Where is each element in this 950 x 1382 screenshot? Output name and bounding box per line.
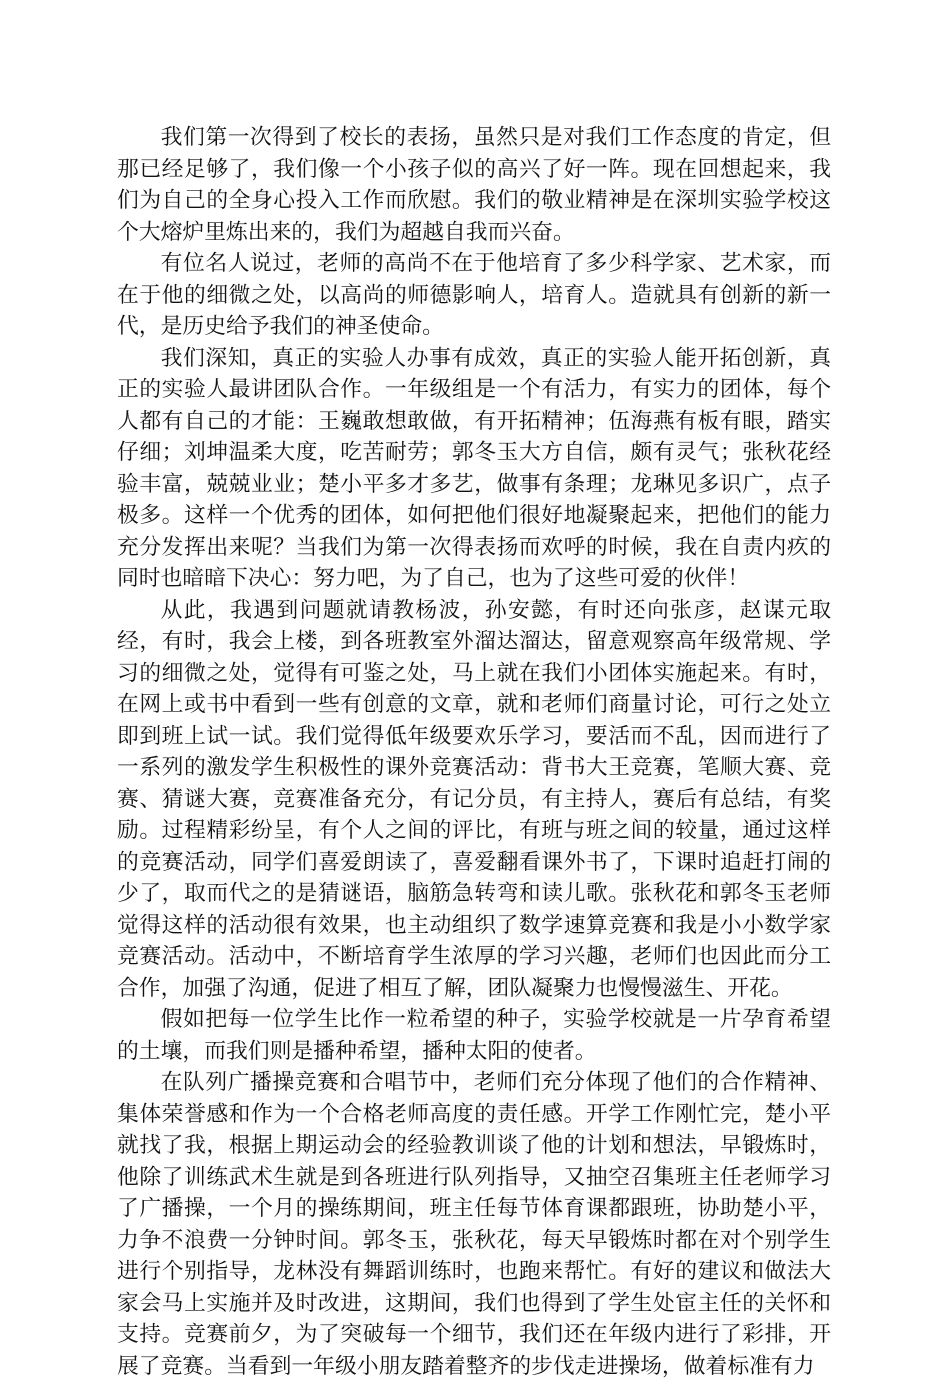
paragraph-4: 从此，我遇到问题就请教杨波，孙安懿，有时还向张彦，赵谋元取经，有时，我会上楼，到各班教室外溜达溜达，留意观察高年级常规、学习的细微之处，觉得有可鉴之处，马上就在我们小团体实施起来。有时，在网上或书中看到一些有创意的文章，就和老师们商量讨论，可行之处立即到班上试一试。我们觉得低年级要欢乐学习，要活而不乱，因而进行了一系列的激发学生积极性的课外竞赛活动：背书大王竞赛，笔顺大赛、竞赛、猜谜大赛，竞赛准备充分，有记分员，有主持人，赛后有总结，有奖励。过程精彩纷呈，有个人之间的评比，有班与班之间的较量，通过这样的竞赛活动，同学们喜爱朗读了，喜爱翻看课外书了，下课时追赶打闹的少了，取而代之的是猜谜语，脑筋急转弯和读儿歌。张秋花和郭冬玉老师觉得这样的活动很有效果，也主动组织了数学速算竞赛和我是小小数学家竞赛活动。活动中，不断培育学生浓厚的学习兴趣，老师们也因此而分工合作，加强了沟通，促进了相互了解，团队凝聚力也慢慢滋生、开花。 bbox=[117, 597, 831, 1001]
document-body bbox=[117, 122, 831, 1382]
paragraph-3: 我们深知，真正的实验人办事有成效，真正的实验人能开拓创新，真正的实验人最讲团队合作。一年级组是一个有活力，有实力的团体，每个人都有自己的才能：王巍敢想敢做，有开拓精神；伍海燕有板有眼，踏实仔细；刘坤温柔大度，吃苦耐劳；郭冬玉大方自信，颇有灵气；张秋花经验丰富，兢兢业业；楚小平多才多艺，做事有条理；龙琳见多识广，点子极多。这样一个优秀的团体，如何把他们很好地凝聚起来，把他们的能力充分发挥出来呢？当我们为第一次得表扬而欢呼的时候，我在自责内疚的同时也暗暗下决心：努力吧，为了自己，也为了这些可爱的伙伴！ bbox=[117, 345, 831, 591]
paragraph-6: 在队列广播操竞赛和合唱节中，老师们充分体现了他们的合作精神、集体荣誉感和作为一个合格老师高度的责任感。开学工作刚忙完，楚小平就找了我，根据上期运动会的经验教训谈了他的计划和想法，早锻炼时，他除了训练武术生就是到各班进行队列指导，又抽空召集班主任老师学习了广播操，一个月的操练期间，班主任每节体育课都跟班，协助楚小平，力争不浪费一分钟时间。郭冬玉，张秋花，每天早锻炼时都在对个别学生进行个别指导，龙林没有舞蹈训练时，也跑来帮忙。有好的建议和做法大家会马上实施并及时改进，这期间，我们也得到了学生处宦主任的关怀和支持。竞赛前夕，为了突破每一个细节，我们还在年级内进行了彩排，开展了竞赛。当看到一年级小朋友踏着整齐的步伐走进操场，做着标准有力 bbox=[117, 1070, 831, 1379]
paragraph-5: 假如把每一位学生比作一粒希望的种子，实验学校就是一片孕育希望的土壤，而我们则是播种希望，播种太阳的使者。 bbox=[117, 1007, 831, 1064]
paragraph-1: 我们第一次得到了校长的表扬，虽然只是对我们工作态度的肯定，但那已经足够了，我们像一个小孩子似的高兴了好一阵。现在回想起来，我们为自己的全身心投入工作而欣慰。我们的敬业精神是在深圳实验学校这个大熔炉里炼出来的，我们为超越自我而兴奋。 bbox=[117, 125, 831, 245]
paragraph-2: 有位名人说过，老师的高尚不在于他培育了多少科学家、艺术家，而在于他的细微之处，以高尚的师德影响人，培育人。造就具有创新的新一代，是历史给予我们的神圣使命。 bbox=[117, 251, 831, 339]
